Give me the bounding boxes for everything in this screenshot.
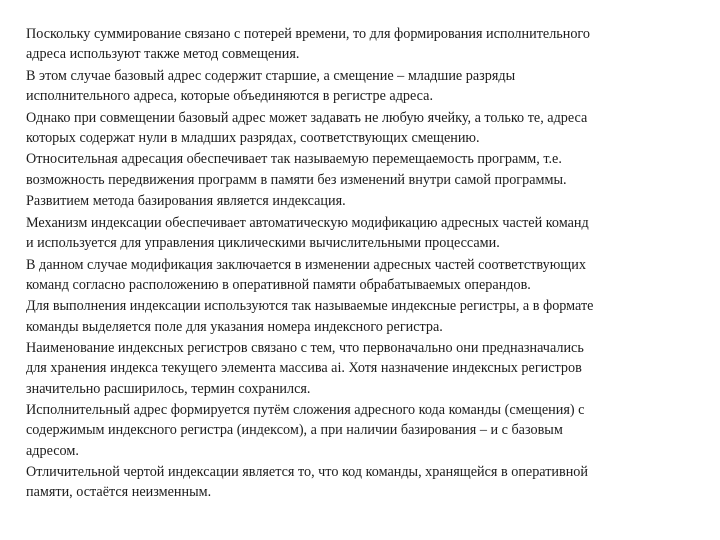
text-line: Относительная адресация обеспечивает так называемую перемещаемость программ, т.е. [26, 151, 562, 168]
paragraph-distinctive-feature [26, 462, 698, 502]
text-line: команды выделяется поле для указания номера индексного регистра. [26, 318, 443, 335]
paragraph-indexing-mechanism [26, 213, 698, 253]
paragraph-modification [26, 255, 698, 295]
paragraph-combining-limitation [26, 108, 698, 148]
paragraph-effective-address [26, 400, 698, 461]
text-line: которых содержат нули в младших разрядах, соответствующих смещению. [26, 129, 480, 146]
text-line: В этом случае базовый адрес содержит старшие, а смещение – младшие разряды [26, 67, 516, 84]
text-line: Поскольку суммирование связано с потерей времени, то для формирования исполнительного [26, 26, 590, 42]
text-line: Для выполнения индексации используются так называемые индексные регистры, а в формате [26, 298, 594, 315]
document-body [26, 24, 698, 504]
paragraph-base-and-offset [26, 66, 698, 106]
text-line: содержимым индексного регистра (индексом), а при наличии базирования – и с базовым [26, 422, 563, 439]
text-line: команд согласно расположению в оперативной памяти обрабатываемых операндов. [26, 276, 531, 293]
text-line: Механизм индексации обеспечивает автоматическую модификацию адресных частей команд [26, 214, 589, 231]
text-line: исполнительного адреса, которые объединяются в регистре адреса. [26, 88, 433, 104]
paragraph-combining-method [26, 24, 698, 64]
text-line: адреса используют также метод совмещения. [26, 46, 300, 63]
paragraph-indexing-intro [26, 191, 698, 211]
paragraph-relative-addressing [26, 149, 698, 189]
text-line: В данном случае модификация заключается в изменении адресных частей соответствующих [26, 256, 586, 273]
paragraph-index-registers [26, 296, 698, 336]
text-line: адресом. [26, 442, 79, 459]
text-line: и используется для управления циклическими вычислительными процессами. [26, 234, 500, 251]
text-line: памяти, остаётся неизменным. [26, 484, 212, 501]
paragraph-register-naming [26, 338, 698, 399]
text-line: для хранения индекса текущего элемента массива ai. Хотя назначение индексных регистров [26, 360, 582, 377]
text-line: Наименование индексных регистров связано с тем, что первоначально они предназначались [26, 340, 584, 357]
text-line: Исполнительный адрес формируется путём сложения адресного кода команды (смещения) с [26, 402, 585, 419]
text-line: возможность передвижения программ в памяти без изменений внутри самой программы. [26, 171, 567, 188]
text-line: значительно расширилось, термин сохранился. [26, 380, 311, 397]
text-line: Отличительной чертой индексации является то, что код команды, хранящейся в оперативной [26, 464, 588, 481]
text-line: Развитием метода базирования является индексация. [26, 193, 346, 210]
text-line: Однако при совмещении базовый адрес может задавать не любую ячейку, а только те, адреса [26, 109, 588, 126]
